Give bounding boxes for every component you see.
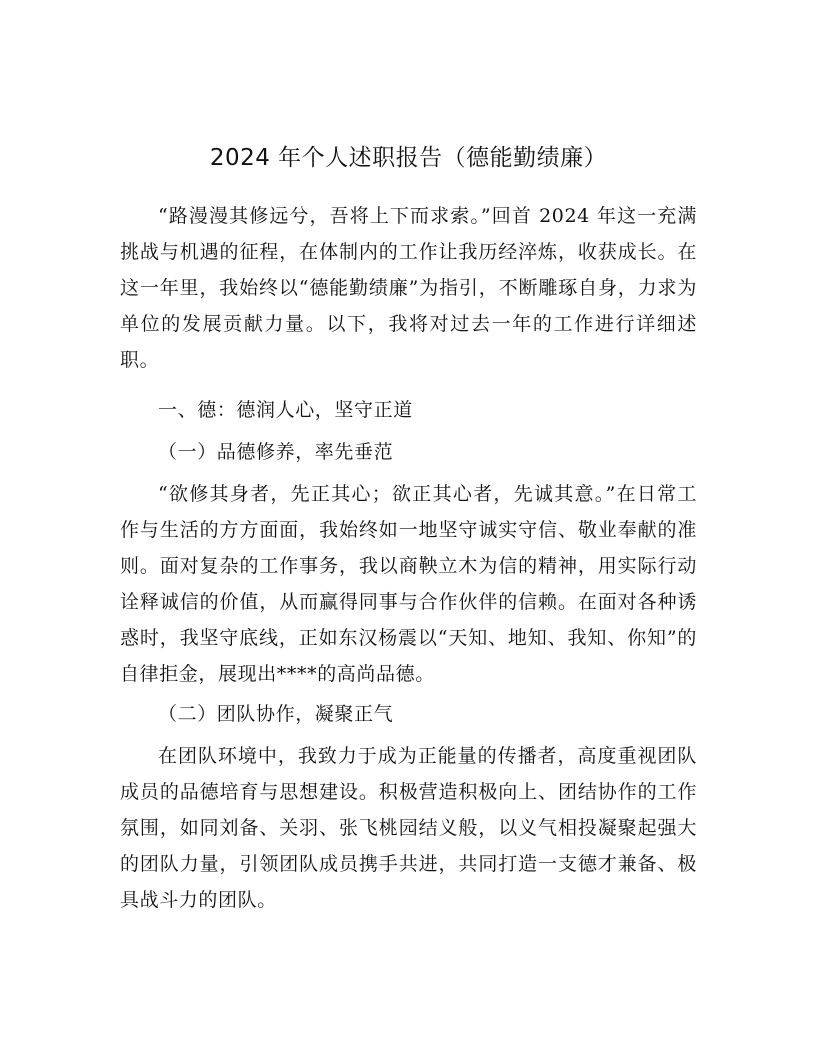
section-heading-virtue: 一、德：德润人心，坚守正道 xyxy=(158,399,413,421)
subsection-heading-character: （一）品德修养，率先垂范 xyxy=(158,441,394,463)
document-title: 2024 年个人述职报告（德能勤绩廉） xyxy=(209,145,608,171)
subsection-heading-teamwork: （二）团队协作，凝聚正气 xyxy=(158,703,394,725)
spacer xyxy=(120,378,697,386)
intro-paragraph: “路漫漫其修远兮，吾将上下而求索。”回首 2024 年这一充满挑战与机遇的征程，在体制内的工作让我历经淬炼，收获成长。在这一年里，我始终以“德能勤绩廉”为指引，不断雕琢自身，力求为单位的发展贡献力量。以下，我将对过去一年的工作进行详细述职。 xyxy=(120,205,697,371)
document-body xyxy=(120,138,697,918)
teamwork-paragraph: 在团队环境中，我致力于成为正能量的传播者，高度重视团队成员的品德培育与思想建设。积极营造积极向上、团结协作的工作氛围，如同刘备、关羽、张飞桃园结义般，以义气相投凝聚起强大的团队力量，引领团队成员携手共进，共同打造一支德才兼备、极具战斗力的团队。 xyxy=(120,745,697,911)
character-paragraph: “欲修其身者，先正其心；欲正其心者，先诚其意。”在日常工作与生活的方方面面，我始终如一地坚守诚实守信、敬业奉献的准则。面对复杂的工作事务，我以商鞅立木为信的精神，用实际行动诠释诚信的价值，从而赢得同事与合作伙伴的信赖。在面对各种诱惑时，我坚守底线，正如东汉杨震以“天知、地知、我知、你知”的自律拒金，展现出****的高尚品德。 xyxy=(120,483,697,685)
